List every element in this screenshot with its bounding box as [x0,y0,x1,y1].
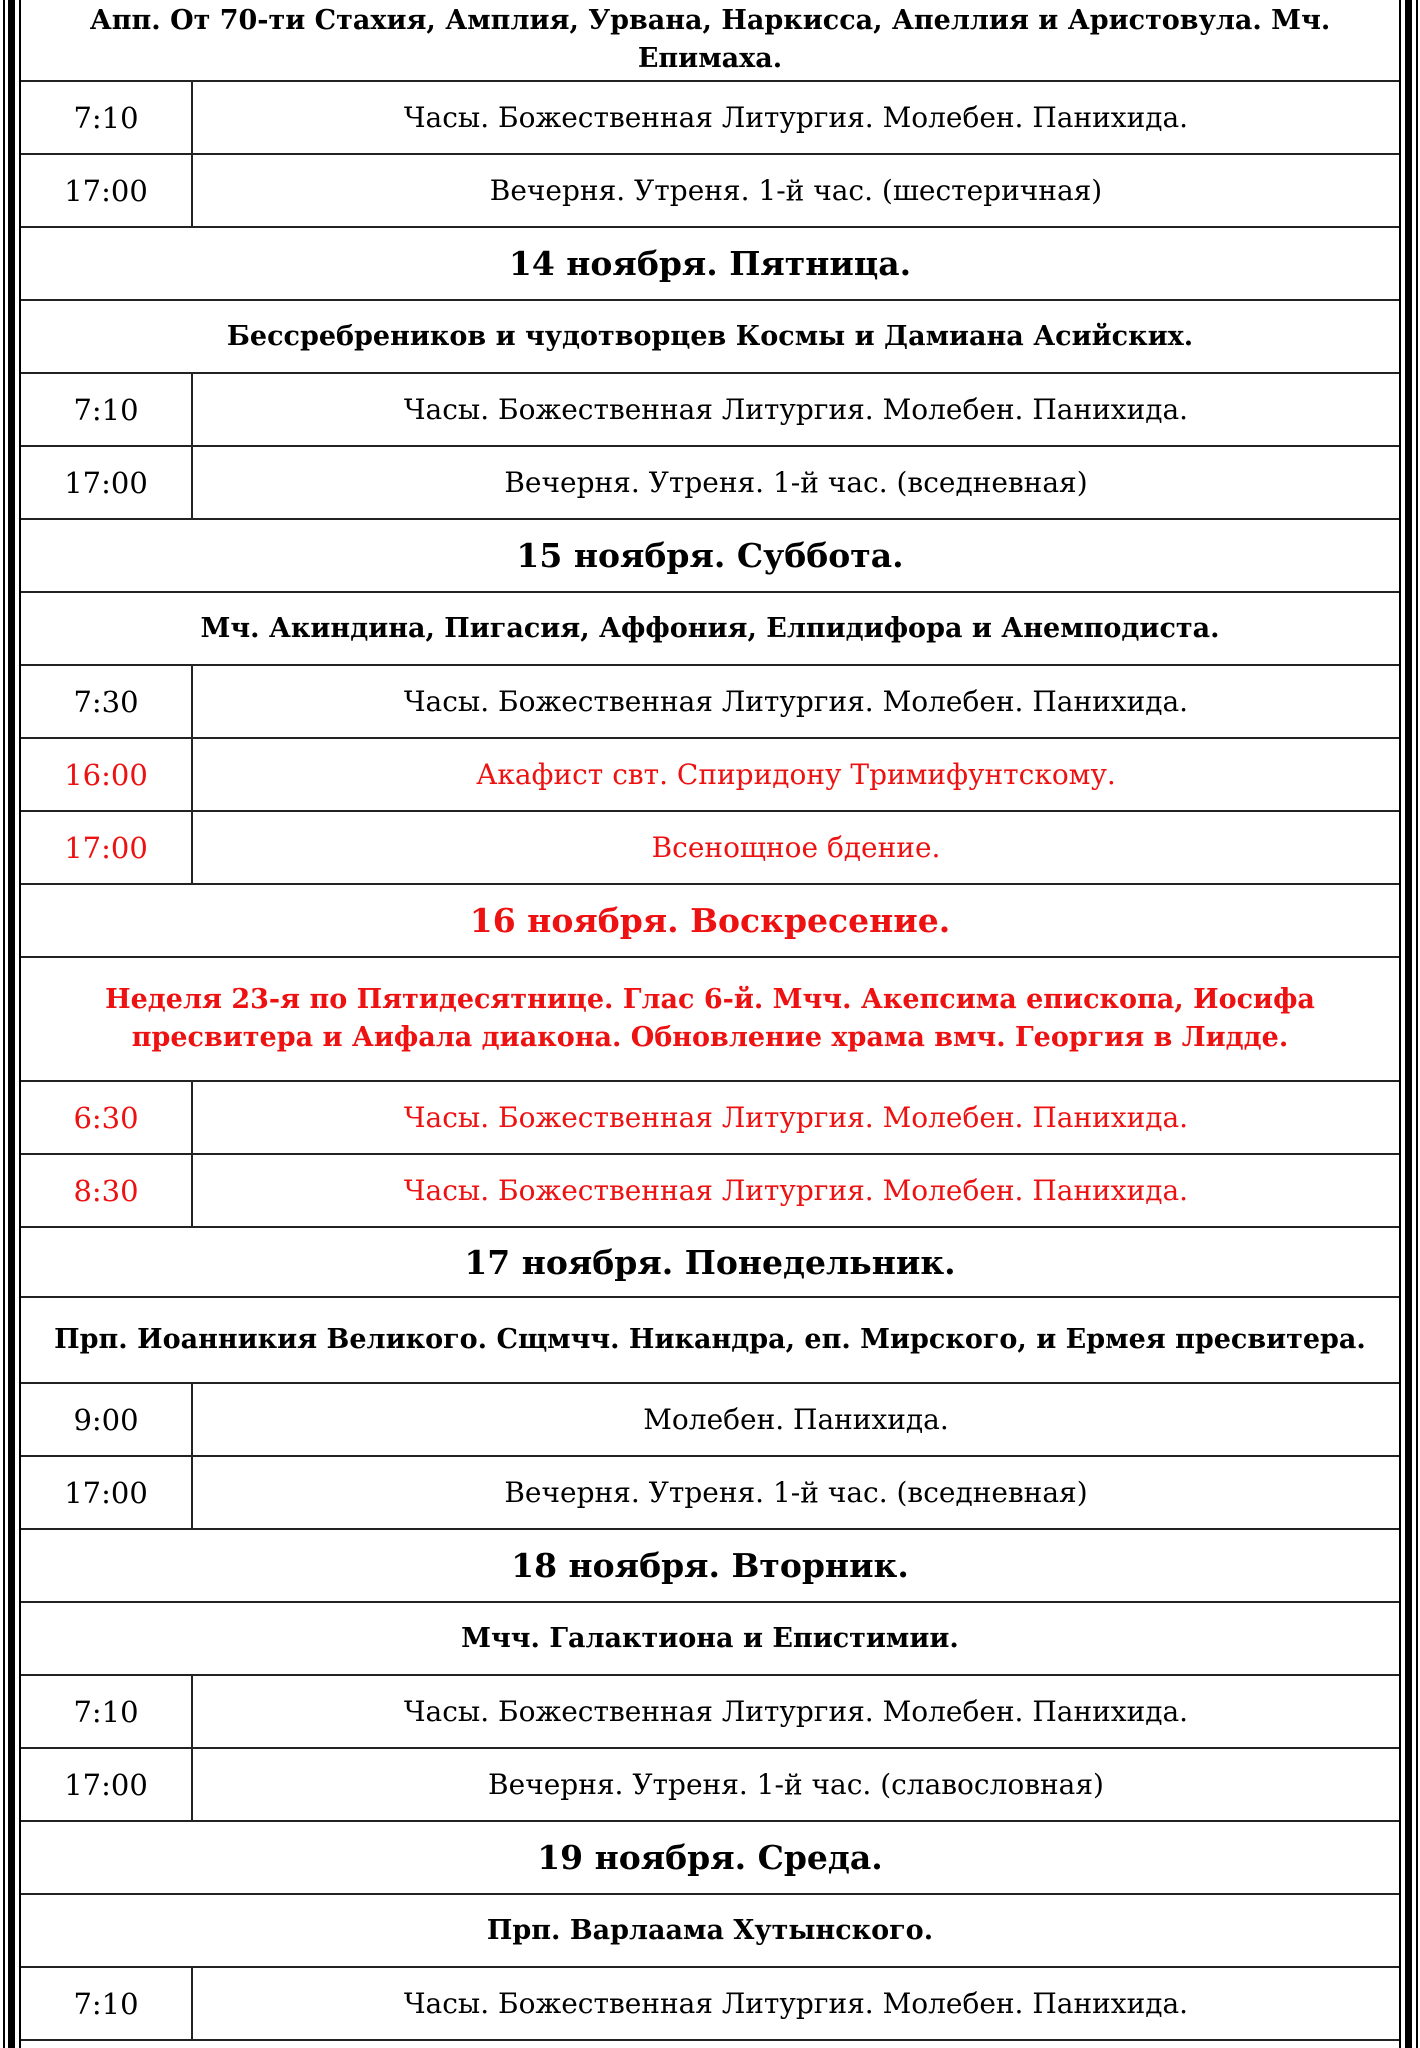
saint-commemoration: Неделя 23-я по Пятидесятнице. Глас 6-й. Мчч. Акепсима епископа, Иосифа пресвитера и Аифала диакона. Обновление храма вмч. Георгия в Лидде. [105,984,1315,1053]
service-time: 17:00 [21,1457,193,1528]
service-time: 17:00 [21,447,193,518]
date-row [21,1228,1399,1298]
date-heading: 15 ноября. Суббота. [516,536,904,575]
saint-row [21,958,1399,1082]
service-description: Часы. Божественная Литургия. Молебен. Панихида. [403,393,1189,426]
border-right-inner [1399,0,1401,2048]
saint-row [21,1603,1399,1676]
saint-row [21,1298,1399,1384]
service-description: Часы. Божественная Литургия. Молебен. Панихида. [403,101,1189,134]
saint-row [21,593,1399,666]
service-row [21,812,1399,885]
date-heading: 17 ноября. Понедельник. [464,1242,956,1282]
service-row [21,1457,1399,1530]
service-row [21,1155,1399,1228]
saint-commemoration: Прп. Иоанникия Великого. Сщмчч. Никандра, еп. Мирского, и Ермея пресвитера. [54,1324,1366,1355]
border-right-outer [1416,0,1418,2048]
service-time: 9:00 [21,1384,193,1455]
service-time: 7:30 [21,666,193,737]
service-description: Часы. Божественная Литургия. Молебен. Панихида. [403,1174,1189,1207]
border-right-thick [1405,0,1412,2048]
saint-commemoration: Прп. Варлаама Хутынского. [486,1914,934,1946]
saint-row [21,1895,1399,1968]
service-row [21,666,1399,739]
saint-commemoration: Апп. От 70-ти Стахия, Амплия, Урвана, Наркисса, Апеллия и Аристовула. Мч. Епимаха. [89,5,1331,74]
service-time: 7:10 [21,374,193,445]
date-heading: 16 ноября. Воскресение. [469,901,951,940]
service-time: 17:00 [21,1749,193,1820]
saint-commemoration: Мчч. Галактиона и Епистимии. [461,1622,959,1654]
date-heading: 14 ноября. Пятница. [508,244,912,283]
date-row [21,228,1399,301]
service-description: Акафист свт. Спиридону Тримифунтскому. [476,758,1116,791]
service-description: Всенощное бдение. [651,831,941,864]
saint-row [21,301,1399,374]
date-row [21,1822,1399,1895]
service-time: 6:30 [21,1082,193,1153]
service-row [21,1384,1399,1457]
service-row [21,155,1399,228]
service-row [21,82,1399,155]
service-description: Вечерня. Утреня. 1-й час. (славословная) [488,1768,1104,1801]
service-description: Вечерня. Утреня. 1-й час. (шестеричная) [489,174,1103,207]
border-left-thick [8,0,15,2048]
service-description: Вечерня. Утреня. 1-й час. (вседневная) [504,466,1088,499]
date-heading: 18 ноября. Вторник. [511,1546,909,1585]
service-row [21,1968,1399,2041]
service-description: Вечерня. Утреня. 1-й час. (вседневная) [504,1476,1088,1509]
service-description: Часы. Божественная Литургия. Молебен. Панихида. [403,685,1189,718]
date-row [21,885,1399,958]
service-row [21,447,1399,520]
date-heading: 19 ноября. Среда. [537,1838,883,1877]
service-time: 8:30 [21,1155,193,1226]
service-description: Часы. Божественная Литургия. Молебен. Панихида. [403,1101,1189,1134]
service-time: 7:10 [21,1968,193,2039]
date-row [21,1530,1399,1603]
border-left-outer [3,0,5,2048]
schedule-table [21,0,1399,2041]
service-description: Молебен. Панихида. [643,1403,949,1436]
service-description: Часы. Божественная Литургия. Молебен. Панихида. [403,1987,1189,2020]
service-time: 17:00 [21,812,193,883]
saint-commemoration: Мч. Акиндина, Пигасия, Аффония, Елпидифора и Анемподиста. [200,612,1220,644]
service-time: 7:10 [21,82,193,153]
service-time: 7:10 [21,1676,193,1747]
service-row [21,374,1399,447]
date-row [21,520,1399,593]
service-description: Часы. Божественная Литургия. Молебен. Панихида. [403,1695,1189,1728]
service-row [21,1082,1399,1155]
service-row [21,1749,1399,1822]
service-time: 17:00 [21,155,193,226]
saint-commemoration: Бессребреников и чудотворцев Космы и Дамиана Асийских. [226,320,1194,352]
service-row [21,1676,1399,1749]
service-time: 16:00 [21,739,193,810]
saint-row [21,0,1399,82]
service-row [21,739,1399,812]
